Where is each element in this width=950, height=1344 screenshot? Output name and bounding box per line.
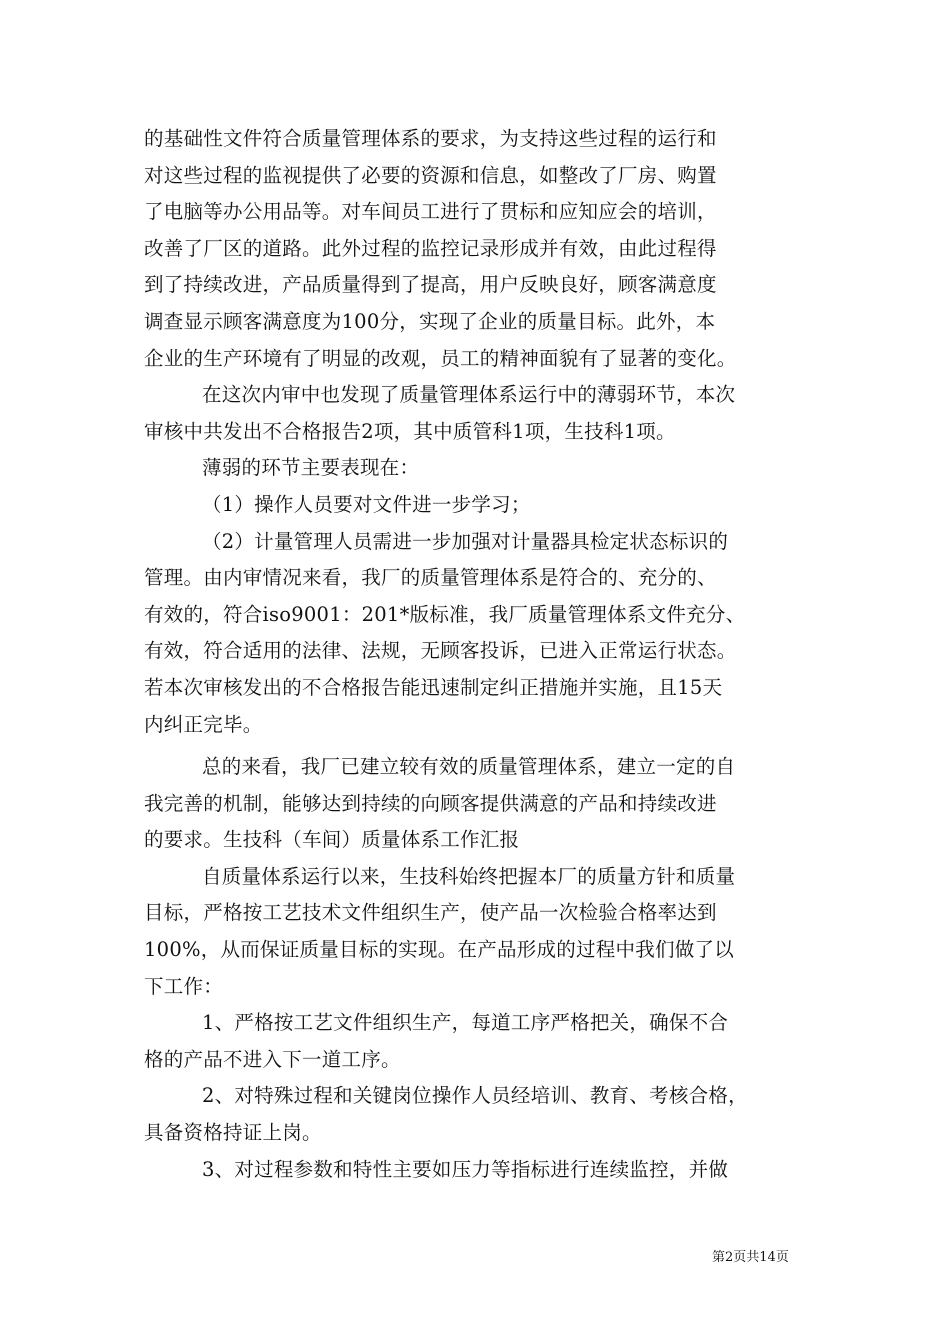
text-line: 的要求。生技科（车间）质量体系工作汇报 <box>144 828 520 852</box>
text-line: 审核中共发出不合格报告2项，其中质管科1项，生技科1项。 <box>144 419 676 443</box>
text-line: 对这些过程的监视提供了必要的资源和信息，如整改了厂房、购置 <box>144 163 717 187</box>
page-number: 第2页共14页 <box>712 1250 789 1265</box>
text-line: 管理。由内审情况来看，我厂的质量管理体系是符合的、充分的、 <box>144 566 717 590</box>
text-line: 有效的，符合iso9001：201*版标准，我厂质量管理体系文件充分、 <box>144 602 746 626</box>
text-line: 具备资格持证上岗。 <box>144 1121 322 1145</box>
text-line: 我完善的机制，能够达到持续的向顾客提供满意的产品和持续改进 <box>144 791 717 815</box>
text-line: 内纠正完毕。 <box>144 712 263 736</box>
text-line: （2）计量管理人员需进一步加强对计量器具检定状态标识的 <box>202 529 729 553</box>
text-line: 自质量体系运行以来，生技科始终把握本厂的质量方针和质量 <box>202 864 736 888</box>
text-line: 若本次审核发出的不合格报告能迅速制定纠正措施并实施，且15天 <box>144 675 723 699</box>
text-line: 的基础性文件符合质量管理体系的要求，为支持这些过程的运行和 <box>144 127 717 150</box>
text-line: 2、对特殊过程和关键岗位操作人员经培训、教育、考核合格， <box>202 1084 748 1108</box>
text-line: 100%，从而保证质量目标的实现。在产品形成的过程中我们做了以 <box>144 938 734 962</box>
text-line: 在这次内审中也发现了质量管理体系运行中的薄弱环节，本次 <box>202 383 736 407</box>
document-body <box>144 121 814 1188</box>
text-line: 企业的生产环境有了明显的改观，员工的精神面貌有了显著的变化。 <box>144 346 737 370</box>
text-line: 薄弱的环节主要表现在： <box>202 456 420 480</box>
text-line: 到了持续改进，产品质量得到了提高，用户反映良好，顾客满意度 <box>144 273 717 297</box>
text-line: 格的产品不进入下一道工序。 <box>144 1047 401 1071</box>
text-line: 目标，严格按工艺技术文件组织生产，使产品一次检验合格率达到 <box>144 901 717 925</box>
text-line: 总的来看，我厂已建立较有效的质量管理体系，建立一定的自 <box>202 755 736 779</box>
text-line: 改善了厂区的道路。此外过程的监控记录形成并有效，由此过程得 <box>144 236 717 260</box>
text-line: 有效，符合适用的法律、法规，无顾客投诉，已进入正常运行状态。 <box>144 639 737 663</box>
text-line: 3、对过程参数和特性主要如压力等指标进行连续监控，并做 <box>202 1157 729 1181</box>
text-line: （1）操作人员要对文件进一步学习； <box>202 492 531 516</box>
text-line: 了电脑等办公用品等。对车间员工进行了贯标和应知应会的培训， <box>144 200 717 224</box>
text-line: 1、严格按工艺文件组织生产，每道工序严格把关，确保不合 <box>202 1011 729 1035</box>
text-line: 调查显示顾客满意度为100分，实现了企业的质量目标。此外，本 <box>144 309 716 333</box>
text-line: 下工作： <box>144 974 224 998</box>
